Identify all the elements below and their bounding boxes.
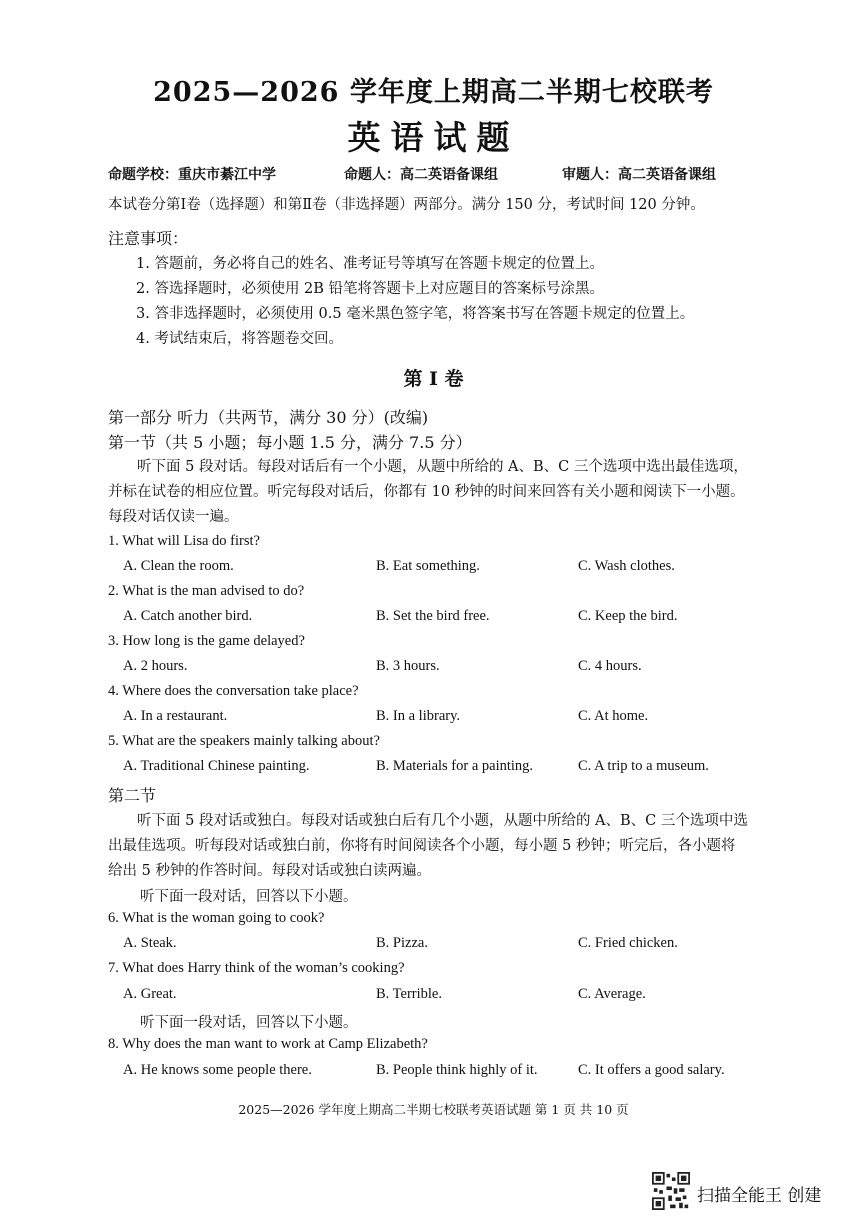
exam-title: 2025—2026 学年度上期高二半期七校联考 xyxy=(153,77,714,108)
question: 3. How long is the game delayed? xyxy=(108,633,305,649)
scanner-watermark: 扫描全能王 创建 xyxy=(697,1186,822,1206)
option-c: C. Wash clothes. xyxy=(578,558,675,574)
option-a: A. Steak. xyxy=(123,935,177,951)
section2-instructions: 听下面 5 段对话或独白。每段对话或独白后有几个小题，从题中所给的 A、B、C 三个选项中选出最佳选项。听每段对话或独白前，你将有时间阅读各个小题，每小题 5 秒钟；听完后，各小题将给出 5 秒钟的作答时间。每段对话或独白读两遍。 xyxy=(108,813,748,879)
question: 8. Why does the man want to work at Camp Elizabeth? xyxy=(108,1036,428,1052)
option-a: A. 2 hours. xyxy=(123,658,188,674)
option-b: B. Pizza. xyxy=(376,935,428,951)
option-a: A. Traditional Chinese painting. xyxy=(123,758,310,774)
option-b: B. In a library. xyxy=(376,708,461,724)
page-footer: 2025—2026 学年度上期高二半期七校联考英语试题 第 1 页 共 10 页 xyxy=(238,1102,629,1117)
exam-intro: 本试卷分第Ⅰ卷（选择题）和第Ⅱ卷（非选择题）两部分。满分 150 分，考试时间 120 分钟。 xyxy=(108,197,705,213)
note-item: 2. 答选择题时，必须使用 2B 铅笔将答题卡上对应题目的答案标号涂黑。 xyxy=(136,281,605,297)
option-c: C. At home. xyxy=(578,708,649,724)
dialogue-hint: 听下面一段对话，回答以下小题。 xyxy=(140,889,358,905)
option-b: B. 3 hours. xyxy=(376,658,440,674)
section1-heading: 第一节（共 5 小题；每小题 1.5 分，满分 7.5 分） xyxy=(108,433,472,452)
question: 6. What is the woman going to cook? xyxy=(108,910,325,926)
section2-heading: 第二节 xyxy=(108,786,157,805)
question: 4. Where does the conversation take place? xyxy=(108,683,359,699)
subject-title: 英语试题 xyxy=(347,118,520,157)
option-a: A. In a restaurant. xyxy=(123,708,228,724)
option-c: C. Average. xyxy=(578,986,646,1002)
school-line: 命题学校：重庆市綦江中学 xyxy=(108,167,276,183)
option-a: A. Great. xyxy=(123,986,177,1002)
option-a: A. Clean the room. xyxy=(123,558,234,574)
author-line: 命题人：高二英语备课组 xyxy=(344,167,498,183)
question: 2. What is the man advised to do? xyxy=(108,583,305,599)
option-a: A. He knows some people there. xyxy=(123,1062,312,1078)
question: 5. What are the speakers mainly talking about? xyxy=(108,733,380,749)
option-b: B. Terrible. xyxy=(376,986,442,1002)
reviewer-line: 审题人：高二英语备课组 xyxy=(562,167,716,183)
option-c: C. It offers a good salary. xyxy=(578,1062,725,1078)
dialogue-hint: 听下面一段对话，回答以下小题。 xyxy=(140,1015,358,1031)
question: 1. What will Lisa do first? xyxy=(108,533,260,549)
question: 7. What does Harry think of the woman’s cooking? xyxy=(108,960,405,976)
option-a: A. Catch another bird. xyxy=(123,608,253,624)
option-b: B. Materials for a painting. xyxy=(376,758,534,774)
part1-heading: 第一部分 听力（共两节，满分 30 分）(改编) xyxy=(108,408,429,427)
option-c: C. Fried chicken. xyxy=(578,935,678,951)
option-b: B. Eat something. xyxy=(376,558,480,574)
section1-instructions: 听下面 5 段对话。每段对话后有一个小题，从题中所给的 A、B、C 三个选项中选出最佳选项，并标在试卷的相应位置。听完每段对话后，你都有 10 秒钟的时间来回答有关小题和阅读下一小题。每段对话仅读一遍。 xyxy=(108,459,748,525)
option-c: C. Keep the bird. xyxy=(578,608,678,624)
option-c: C. A trip to a museum. xyxy=(578,758,709,774)
option-b: B. Set the bird free. xyxy=(376,608,490,624)
note-item: 4. 考试结束后，将答题卷交回。 xyxy=(136,331,343,347)
option-b: B. People think highly of it. xyxy=(376,1062,538,1078)
note-item: 3. 答非选择题时，必须使用 0.5 毫米黑色签字笔，将答案书写在答题卡规定的位置上。 xyxy=(136,306,695,322)
notes-heading: 注意事项： xyxy=(108,229,189,248)
qr-code-icon xyxy=(652,1172,690,1210)
option-c: C. 4 hours. xyxy=(578,658,642,674)
note-item: 1. 答题前，务必将自己的姓名、准考证号等填写在答题卡规定的位置上。 xyxy=(136,256,604,272)
volume-heading: 第 I 卷 xyxy=(403,368,464,390)
